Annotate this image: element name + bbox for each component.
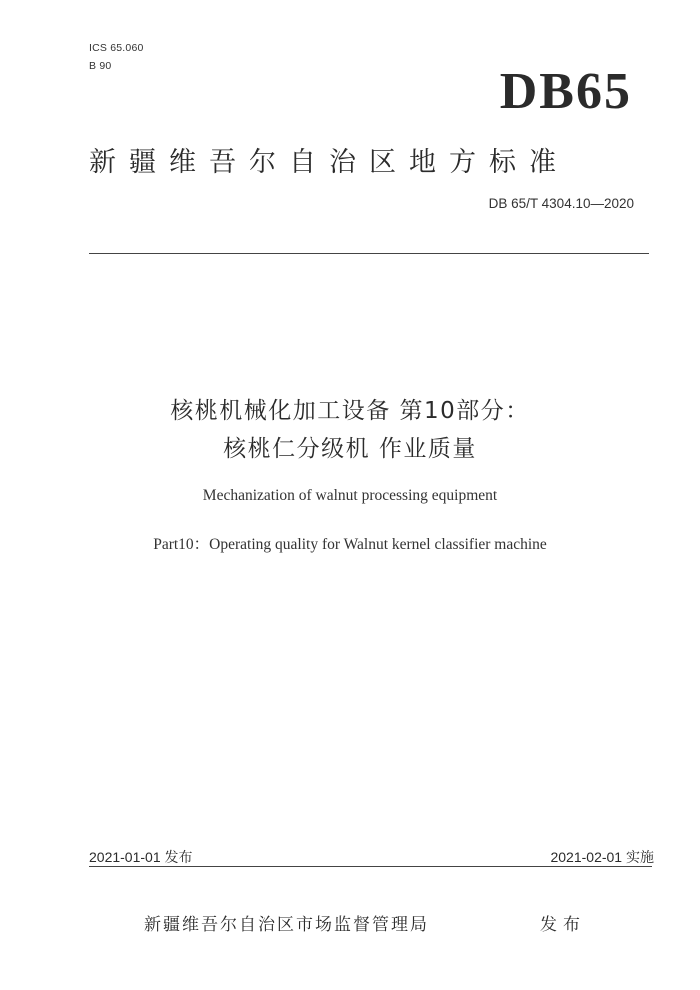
title-english-line-1: Mechanization of walnut processing equipment	[202, 487, 498, 504]
standard-number: DB 65/T 4304.10—2020	[488, 196, 634, 211]
title-chinese-line-1: 核桃机械化加工设备 第10部分：	[170, 398, 530, 424]
footer-divider	[89, 866, 652, 867]
header-divider	[89, 253, 649, 254]
title-english-line-2: Part10：Operating quality for Walnut kernel classifier machine	[153, 536, 547, 553]
issue-label: 发布	[540, 915, 586, 935]
title-chinese-line-2: 核桃仁分级机 作业质量	[223, 436, 477, 462]
standard-type-title: 新疆维吾尔自治区地方标准	[89, 147, 569, 178]
ics-code: ICS 65.060	[89, 42, 144, 54]
ccs-code: B 90	[89, 60, 112, 72]
issue-date: 2021-01-01 发布	[89, 849, 193, 865]
standard-code-logo: DB65	[499, 63, 632, 120]
implement-date: 2021-02-01 实施	[550, 849, 654, 865]
issuing-authority: 新疆维吾尔自治区市场监督管理局	[144, 915, 429, 935]
